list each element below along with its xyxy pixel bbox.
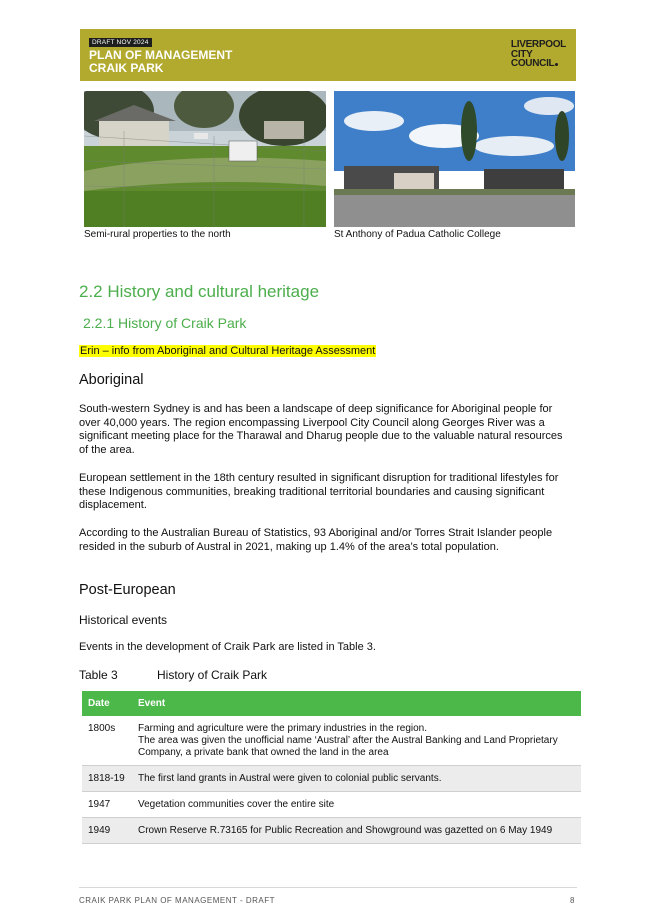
table-title: History of Craik Park <box>157 668 268 682</box>
photo-caption-right: St Anthony of Padua Catholic College <box>334 229 501 240</box>
section-heading: 2.2 History and cultural heritage <box>79 282 320 301</box>
paragraph-abs-statistics: According to the Australian Bureau of Statistics, 93 Aboriginal and/or Torres Strait Islander people resided in the suburb of Austral in 2021, making up 1.4% of the area’s total population. <box>79 527 553 553</box>
row-event <box>132 818 581 844</box>
paragraph-table-intro: Events in the development of Craik Park are listed in Table 3. <box>79 641 376 653</box>
aboriginal-heading: Aboriginal <box>79 372 144 388</box>
table-row <box>82 766 581 792</box>
table-row <box>82 716 581 766</box>
table-number: Table 3 <box>79 668 118 682</box>
liverpool-council-logo <box>511 40 566 69</box>
row-date: 1800s <box>82 716 132 766</box>
logo-line-1: LIVERPOOL <box>510 39 566 50</box>
paragraph-aboriginal-significance: South-western Sydney is and has been a landscape of deep significance for Aboriginal people for over 40,000 years. The region encompassing Liverpool City Council along Georges River was a significant meeting place for the Tharawal and Dharug people due to the valuable natural resources of the area. <box>79 403 563 456</box>
row-event-line: The first land grants in Austral were given to colonial public servants. <box>138 773 442 784</box>
row-date: 1949 <box>82 818 132 844</box>
historical-events-heading: Historical events <box>79 613 168 627</box>
post-european-heading: Post-European <box>79 582 176 598</box>
row-event <box>132 716 581 766</box>
row-date: 1818-19 <box>82 766 132 792</box>
column-header-event: Event <box>132 691 581 716</box>
document-subtitle: CRAIK PARK <box>89 61 164 75</box>
header-banner <box>80 29 576 81</box>
table-caption <box>79 668 267 682</box>
photo-school-buildings <box>334 91 575 227</box>
table-row <box>82 818 581 844</box>
logo-line-3: COUNCIL <box>510 58 555 69</box>
column-header-date: Date <box>82 691 132 716</box>
row-event-line: Vegetation communities cover the entire site <box>138 799 335 810</box>
draft-tag: DRAFT NOV 2024 <box>89 38 152 47</box>
document-title: PLAN OF MANAGEMENT <box>89 48 233 62</box>
subsection-heading: 2.2.1 History of Craik Park <box>83 315 247 331</box>
row-event <box>132 766 581 792</box>
table-row <box>82 792 581 818</box>
paragraph-european-settlement: European settlement in the 18th century resulted in significant disruption for traditional lifestyles for these Indigenous communities, breaking traditional territorial boundaries and causing significant displacement. <box>79 472 559 511</box>
footer-text: CRAIK PARK PLAN OF MANAGEMENT - DRAFT <box>79 896 276 905</box>
page-number: 8 <box>570 896 575 905</box>
table-header-row <box>82 691 581 716</box>
editor-note: Erin – info from Aboriginal and Cultural Heritage Assessment <box>80 345 376 357</box>
logo-dot-icon <box>555 63 558 66</box>
row-event <box>132 792 581 818</box>
row-event-line: The area was given the unofficial name ‘Austral’ after the Austral Banking and Land Proprietary Company, a private bank that owned the land in the area <box>138 735 558 758</box>
row-date: 1947 <box>82 792 132 818</box>
photo-fenced-rural-property <box>84 91 326 227</box>
history-table <box>82 691 581 844</box>
footer-divider <box>79 887 577 888</box>
row-event-line: Farming and agriculture were the primary industries in the region. <box>138 723 428 734</box>
logo-line-2: CITY <box>510 48 533 60</box>
row-event-line: Crown Reserve R.73165 for Public Recreation and Showground was gazetted on 6 May 1949 <box>138 825 553 836</box>
photo-caption-left: Semi-rural properties to the north <box>84 229 231 240</box>
